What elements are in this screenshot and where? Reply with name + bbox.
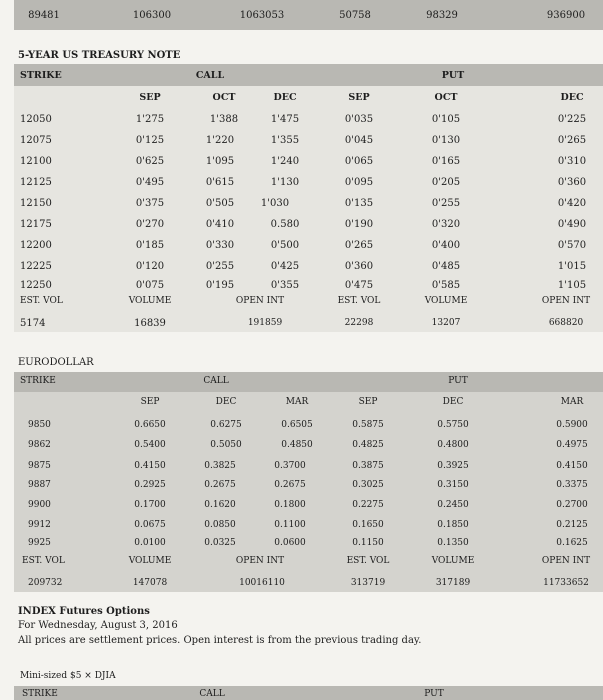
eurodollar-strike-label: STRIKE (20, 376, 56, 386)
index-title: INDEX Futures Options (18, 606, 150, 617)
top-total-4: 50758 (339, 10, 371, 21)
index-date-line: For Wednesday, August 3, 2016 (18, 620, 178, 631)
top-total-1: 89481 (28, 10, 60, 21)
eurodollar-call-label: CALL (203, 376, 229, 386)
mini-djia-title: Mini-sized $5 × DJIA (20, 671, 116, 681)
treasury-month-3: DEC (273, 92, 297, 103)
treasury-title: 5-YEAR US TREASURY NOTE (18, 50, 181, 61)
index-call-label: CALL (199, 689, 225, 699)
top-total-3: 1063053 (239, 10, 285, 21)
eurodollar-header-band (14, 372, 603, 392)
treasury-call-label: CALL (195, 70, 225, 81)
treasury-strike-label: STRIKE (20, 70, 62, 81)
top-total-6: 936900 (546, 10, 586, 21)
top-total-2: 106300 (132, 10, 172, 21)
eurodollar-title: EURODOLLAR (18, 357, 94, 368)
treasury-put-label: PUT (441, 70, 465, 81)
treasury-month-2: OCT (212, 92, 236, 103)
treasury-month-6: DEC (560, 92, 584, 103)
index-header-band (14, 686, 603, 700)
top-total-5: 98329 (426, 10, 458, 21)
treasury-month-4: SEP (348, 92, 370, 103)
page-left-edge (0, 0, 14, 700)
eurodollar-put-label: PUT (448, 376, 468, 386)
treasury-month-1: SEP (139, 92, 161, 103)
index-put-label: PUT (424, 689, 444, 699)
index-note: All prices are settlement prices. Open interest is from the previous trading day. (18, 635, 422, 646)
treasury-body-band (14, 86, 603, 332)
top-totals-band (14, 0, 603, 30)
treasury-month-5: OCT (434, 92, 458, 103)
index-strike-label: STRIKE (22, 689, 58, 699)
options-table-page: 89481 106300 1063053 50758 98329 936900 5-YEAR US TREASURY NOTE STRIKE CALL PUT SEP OCT DEC SEP OCT DEC 12050 1'275 1'388 1'475 0'035 0'105 0'225 12075 0'125 1'220 1'355 0'045 0'130 0'265 12100 0'625 1'095 1'240 0'065 0'165 0'310 12125 0'495 0'615 1'130 0'095 0'205 0'360 12150 0'375 0'505 1'030 0'135 0'255 0'420 12175 0'270 0'410 0.580 0'190 0'320 0'490 12200 0'185 0'330 0'500 0'265 0'400 0'570 12225 0'120 0'255 0'425 0'360 0'485 1'015 12250 0'075 0'195 0'355 0'475 0'585 1'105 EST. VOL VOLUME OPEN INT EST. VOL VOLUME OPEN INT 5174 16839 191859 22298 13207 668820 EURODOLLAR STRIKE CALL PUT SEP DEC MAR SEP DEC MAR 9850 0.6650 0.6275 0.6505 0.5875 0.5750 0.5900 9862 0.5400 0.5050 0.4850 0.4825 0.4800 0.4975 9875 0.4150 0.3825 0.3700 0.3875 0.3925 0.4150 9887 0.2925 0.2675 0.2675 0.3025 0.3150 0.3375 9900 0.1700 0.1620 0.1800 0.2275 0.2450 0.2700 9912 0.0675 0.0850 0.1100 0.1650 0.1850 0.2125 9925 0.0100 0.0325 0.0600 0.1150 0.1350 0.1625 EST. VOL VOLUME OPEN INT EST. VOL VOLUME OPEN INT 209732 147078 10016110 313719 317189 11733652 INDEX Futures Options For Wednesday, August 3, 2016 All prices are settlement prices. Open interest is from the previous trading day. Mini-sized $5 × DJIA STRIKE CALL PUT (0, 0, 603, 700)
treasury-header-band (14, 64, 603, 86)
